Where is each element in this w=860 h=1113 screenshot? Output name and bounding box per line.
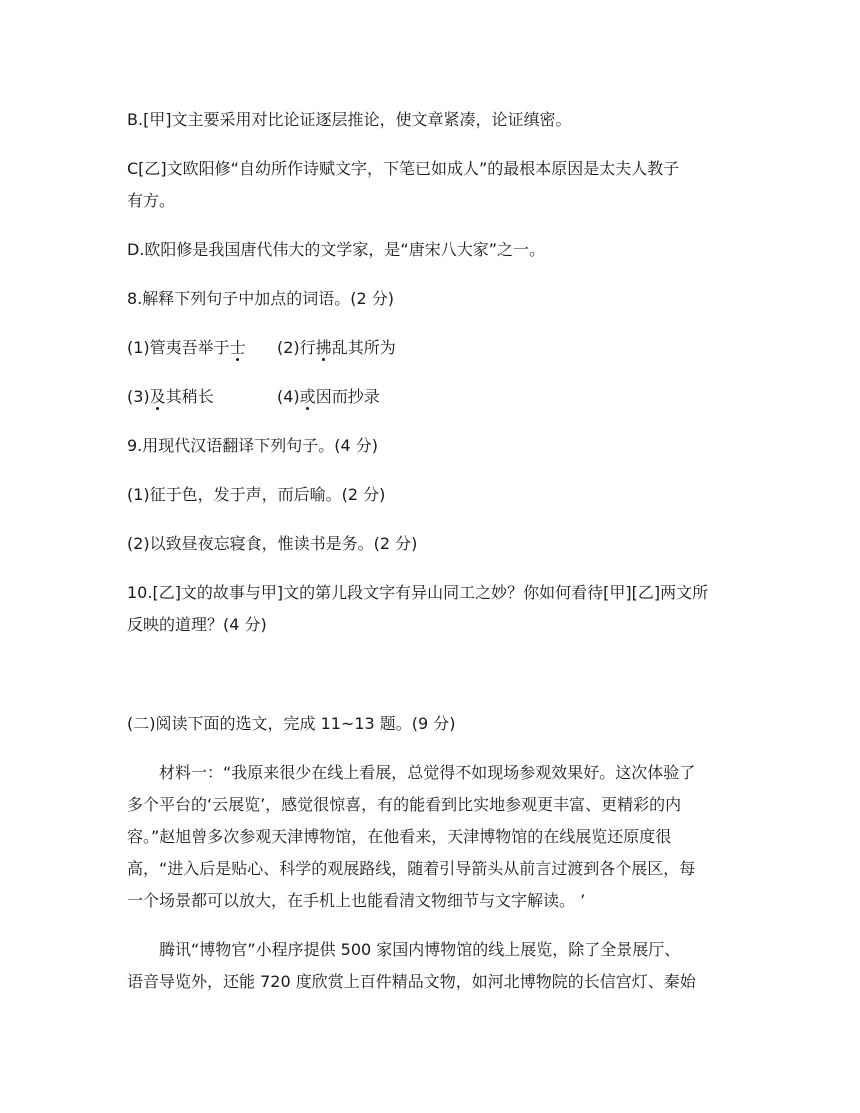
option-c-line-1: C[乙]文欧阳修“自幼所作诗赋文字，下笔已如成人”的最根本原因是太夫人教子 [127,159,680,178]
question-9-sentence-2: (2)以致昼夜忘寝食，惟读书是务。(2 分) [127,534,418,553]
item-text: (4) [277,387,300,406]
question-9-title: 9.用现代汉语翻译下列句子。(4 分) [127,436,379,455]
item-text: (2)行 [277,338,316,357]
passage-2-line-1: 腾讯“博物官”小程序提供 500 家国内博物馆的线上展览，除了全景展厅、 [159,940,681,959]
question-8-item-2 [277,336,396,360]
passage-1-line-4: 高，“进入后是贴心、科学的观展路线，随着引导箭头从前言过渡到各个展区，每 [127,859,696,878]
item-text: (3) [127,387,150,406]
dotted-word: 士 [229,338,246,357]
item-text: 乱其所为 [331,338,396,357]
option-b: B.[甲]文主要采用对比论证逐层推论，使文章紧凑，论证缜密。 [127,110,572,129]
question-9-sentence-1: (1)征于色，发于声，而后喻。(2 分) [127,485,386,504]
section-2-heading: (二)阅读下面的选文，完成 11~13 题。(9 分) [127,714,456,733]
question-8-item-3 [127,385,214,409]
passage-1-line-3: 容。”赵旭曾多次参观天津博物馆，在他看来，天津博物馆的在线展览还原度很 [127,827,672,846]
option-d: D.欧阳修是我国唐代伟大的文学家，是“唐宋八大家”之一。 [127,240,545,259]
dotted-word: 及 [149,387,166,406]
question-8-title: 8.解释下列句子中加点的词语。(2 分) [127,289,395,308]
question-8-item-1 [127,336,246,360]
passage-1-line-1: 材料一：“我原来很少在线上看展，总觉得不如现场参观效果好。这次体验了 [159,763,696,782]
passage-1-line-2: 多个平台的‘云展览’，感觉很惊喜，有的能看到比实地参观更丰富、更精彩的内 [127,795,682,814]
passage-1-line-5: 一个场景都可以放大，在手机上也能看清文物细节与文字解读。 ’ [127,891,586,910]
option-c-line-2: 有方。 [127,191,176,210]
item-text: 其稍长 [165,387,214,406]
dotted-word: 拂 [315,338,332,357]
question-8-item-4 [277,385,380,409]
item-text: 因而抄录 [315,387,380,406]
item-text: (1)管夷吾举于 [127,338,230,357]
question-10-line-2: 反映的道理？(4 分) [127,615,267,634]
dotted-word: 或 [299,387,316,406]
passage-2-line-2: 语音导览外，还能 720 度欣赏上百件精品文物，如河北博物院的长信宫灯、秦始 [127,972,696,991]
question-10-line-1: 10.[乙]文的故事与甲]文的第儿段文字有异山同工之妙？你如何看待[甲][乙]两文所 [127,583,709,602]
